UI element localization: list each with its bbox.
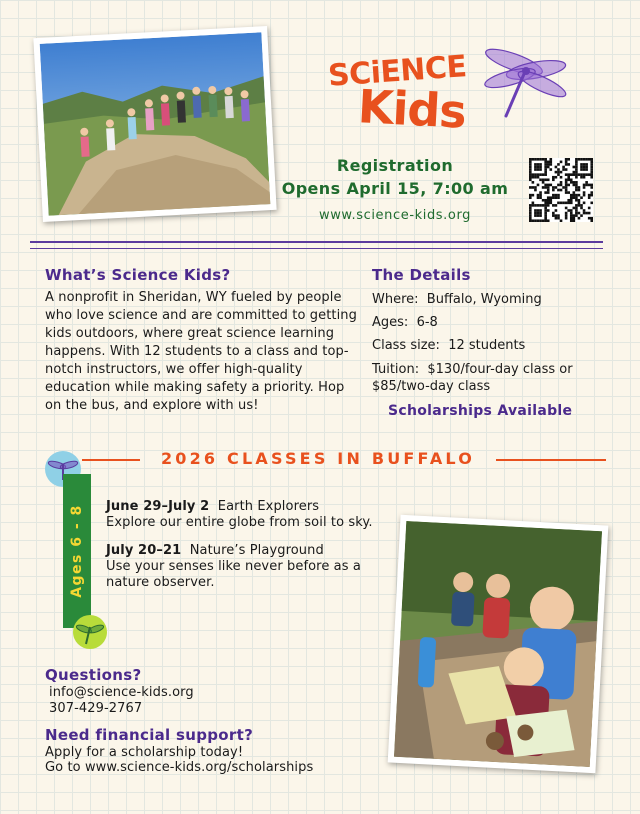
detail-ages: Ages: 6-8: [372, 315, 438, 330]
class-item-natures-playground: July 20–21 Nature’s Playground Use your senses like never before as a nature observer.: [106, 543, 361, 590]
about-body: A nonprofit in Sheridan, WY fueled by people who love science and are committed to getting kids outdoors, where great science learning happens. With 12 students to a class and top-notch instructors, we offer high-quality education while making safety a priority. Hop on the bus, and explore with us!: [45, 290, 357, 413]
scholarships-available: Scholarships Available: [388, 403, 573, 419]
questions-heading: Questions?: [45, 666, 142, 684]
divider-rule-bottom: [30, 248, 603, 249]
qr-code[interactable]: [529, 158, 593, 222]
ages-tag: [63, 474, 91, 628]
dragonfly-badge-icon-green: [72, 614, 108, 650]
contact-email[interactable]: info@science-kids.org: [49, 685, 194, 700]
detail-where: Where: Buffalo, Wyoming: [372, 292, 542, 307]
details-heading: The Details: [372, 266, 471, 284]
details-section: [372, 266, 612, 419]
contact-phone[interactable]: 307-429-2767: [49, 701, 143, 716]
kids-at-table-photo: [388, 515, 609, 774]
ages-tag-text: Ages 6 - 8: [69, 504, 85, 598]
financial-heading: Need financial support?: [45, 726, 254, 744]
questions-section: [45, 666, 345, 717]
classes-heading: 2026 CLASSES IN BUFFALO: [160, 449, 476, 468]
financial-line2[interactable]: Go to www.science-kids.org/scholarships: [45, 760, 314, 775]
registration-line1: Registration: [336, 156, 454, 175]
detail-class-size: Class size: 12 students: [372, 338, 526, 353]
registration-line2: Opens April 15, 7:00 am: [281, 179, 509, 198]
class-list: [106, 499, 402, 591]
science-kids-logo: [328, 50, 628, 140]
financial-section: [45, 726, 365, 775]
registration-title: [270, 154, 520, 200]
logo-kids-word: Kids: [356, 79, 468, 139]
class-item-earth-explorers: June 29–July 2 Earth Explorers Explore our entire globe from soil to sky.: [106, 499, 373, 530]
about-heading: What’s Science Kids?: [45, 266, 231, 284]
financial-line1: Apply for a scholarship today!: [45, 745, 244, 760]
divider-rule-top: [30, 241, 603, 243]
about-section: [45, 266, 363, 415]
kids-on-rock-photo: [33, 26, 276, 222]
website-link[interactable]: www.science-kids.org: [318, 208, 472, 223]
logo-science-word: SCiENCE: [326, 49, 468, 94]
classes-rule-right: [496, 459, 606, 461]
dragonfly-logo-icon: [476, 44, 576, 120]
detail-tuition: Tuition: $130/four-day class or $85/two-day class: [372, 362, 573, 394]
classes-rule-left: [82, 459, 140, 461]
